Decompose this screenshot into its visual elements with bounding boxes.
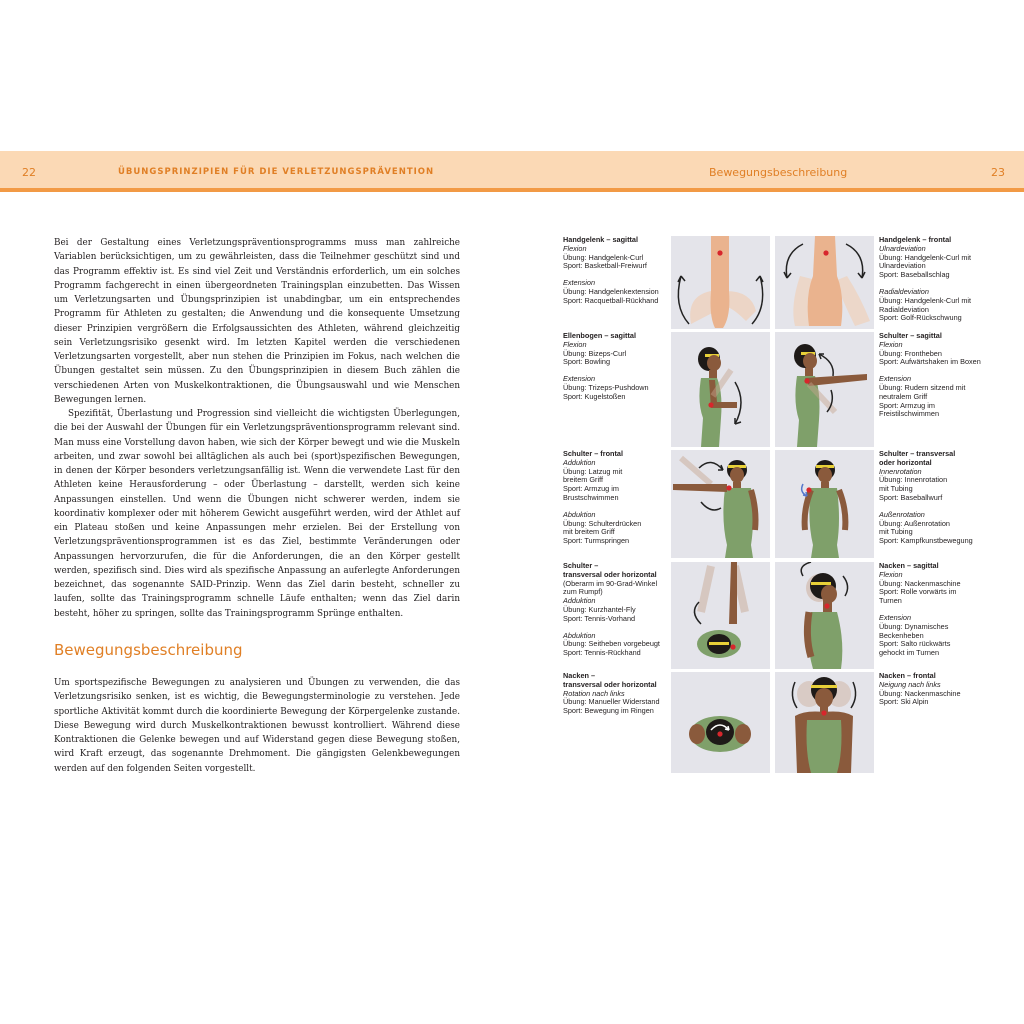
shoulder-transversal-figure: [775, 450, 874, 558]
illustration-neck-frontal: [775, 672, 874, 773]
illustration-hand-frontal: [775, 236, 874, 329]
shoulder-sagittal-figure: [775, 332, 874, 447]
caption-neck-transversal: Nacken – transversal oder horizontal Rotation nach links Übung: Manueller Widerstand Sport: Bewegung im Ringen: [563, 671, 660, 716]
hand-frontal-figure: [775, 236, 874, 329]
caption-neck-sagittal: Nacken – sagittal Flexion Übung: Nackenmaschine Sport: Rolle vorwärts im Turnen Extension Übung: Dynamisches Beckenheben Sport: Salto rückwärts gehockt im Turnen: [879, 561, 961, 658]
section-heading: Bewegungsbeschreibung: [54, 641, 243, 659]
header-rule: [0, 188, 1024, 192]
page-number-left: 22: [22, 166, 36, 179]
hand-sagittal-figure: [671, 236, 770, 329]
caption-shoulder-sagittal: Schulter – sagittal Flexion Übung: Frontheben Sport: Aufwärtshaken im Boxen Extension Übung: Rudern sitzend mit neutralem Griff Sport: Armzug im Freistilschwimmen: [879, 331, 981, 419]
caption-shoulder-horizontal: Schulter – transversal oder horizontal (Oberarm im 90-Grad-Winkel zum Rumpf) Adduktion Übung: Kurzhantel-Fly Sport: Tennis-Vorhand Abduktion Übung: Seitheben vorgebeugt Sport: Tennis-Rückhand: [563, 561, 660, 658]
chapter-title: ÜBUNGSPRINZIPIEN FÜR DIE VERLETZUNGSPRÄVENTION: [118, 167, 435, 177]
caption-shoulder-transversal: Schulter – transversal oder horizontal Innenrotation Übung: Innenrotation mit Tubing Sport: Baseballwurf Außenrotation Übung: Außenrotation mit Tubing Sport: Kampfkunstbewegung: [879, 449, 973, 546]
shoulder-frontal-figure: [671, 450, 770, 558]
caption-elbow-sagittal: Ellenbogen – sagittal Flexion Übung: Bizeps-Curl Sport: Bowling Extension Übung: Trizeps-Pushdown Sport: Kugelstoßen: [563, 331, 649, 401]
neck-sagittal-figure: [775, 562, 874, 669]
caption-shoulder-frontal: Schulter – frontal Adduktion Übung: Latzug mit breitem Griff Sport: Armzug im Brustschwimmen Abduktion Übung: Schulterdrücken mit breitem Griff Sport: Turmspringen: [563, 449, 642, 546]
paragraph-1: Bei der Gestaltung eines Verletzungspräventionsprogramms muss man zahlreiche Variablen berücksichtigen, um zu gewährleisten, dass die Teilnehmer geschützt sind und das Programm effektiv ist. Es sind viel Zeit und Verständnis erforderlich, um ein solches Programm fachgerecht in einen übergeordneten Trainingsplan einzubetten. Das Wissen um Verletzungsarten und Übungsprinzipien ist unabdingbar, um ein entsprechendes Programm für Athleten zu gestalten; die Anwendung und die konsequente Umsetzung dieser Prinzipien vergrößern die Erfolgsaussichten des Athleten, während gleichzeitig sein Verletzungsrisiko gesenkt wird. Im letzten Kapitel werden die verschiedenen Verletzungsarten vorgestellt, aber nun stehen die Prinzipien im Fokus, nach welchen die Übungen gestaltet sein müssen. Zu den Übungsprinzipien in diesem Buch zählen die verschiedenen Arten von Muskelkontraktionen, die Übungsauswahl und wie Menschen Bewegungen lernen.: [54, 238, 460, 405]
intro-text: [54, 236, 460, 621]
running-section-title: Bewegungsbeschreibung: [709, 166, 848, 179]
illustration-neck-transversal: [671, 672, 770, 773]
illustration-hand-sagittal: [671, 236, 770, 329]
neck-frontal-figure: [775, 672, 874, 773]
neck-transversal-figure: [671, 672, 770, 773]
caption-neck-frontal: Nacken – frontal Neigung nach links Übung: Nackenmaschine Sport: Ski Alpin: [879, 671, 961, 707]
page-number-right: 23: [991, 166, 1005, 179]
illustration-elbow-sagittal: [671, 332, 770, 447]
paragraph-2: Spezifität, Überlastung und Progression sind vielleicht die wichtigsten Überlegungen, die bei der Auswahl der Übungen für ein Verletzungspräventionsprogramm relevant sind. Man muss eine Vorstellung davon haben, wie sich der Körper bewegt und wie die Muskeln arbeiten, und zwar sowohl bei alltäglichen als auch bei (sport)spezifischen Bewegungen, in denen der Körper besonders verletzungsanfällig ist. Wenn die verwendete Last für den Athleten keine Herausforderung – oder Überlastung – darstellt, werden sich keine Anpassungen einstellen. Und wenn die Übungen nicht schwerer werden, indem sie koordinativ komplexer oder mit höherem Gewicht ausgeführt werden, wird der Athlet auf ein Plateau stoßen und keine Anpassungen mehr erzielen. Bei der Erstellung von Verletzungspräventionsprogrammen ist es das Ziel, bestimmte Veränderungen oder Anpassungen hervorzurufen, die für die Anforderungen, die an den Körper gestellt werden, spezifisch sind. Dies wird als spezifische Anpassung an auferlegte Anforderungen bezeichnet, das sogenannte SAID-Prinzip. Wenn das Ziel darin besteht, schneller zu laufen, sollte das Trainingsprogramm schnelle Läufe enthalten; wenn das Ziel darin besteht, höher zu springen, sollte das Trainingsprogramm Sprünge enthalten.: [54, 409, 460, 619]
illustration-shoulder-sagittal: [775, 332, 874, 447]
section-text: [54, 676, 460, 776]
illustration-shoulder-horizontal: [671, 562, 770, 669]
illustration-neck-sagittal: [775, 562, 874, 669]
caption-hand-sagittal: Handgelenk – sagittal Flexion Übung: Handgelenk-Curl Sport: Basketball-Freiwurf Extension Übung: Handgelenkextension Sport: Racquetball-Rückhand: [563, 235, 659, 305]
elbow-sagittal-figure: [671, 332, 770, 447]
shoulder-horizontal-figure: [671, 562, 770, 669]
illustration-shoulder-frontal: [671, 450, 770, 558]
paragraph-3: Um sportspezifische Bewegungen zu analysieren und Übungen zu verwenden, die das Verletzungsrisiko senken, ist es wichtig, die Bewegungsterminologie zu verstehen. Jede sportliche Aktivität kommt durch die koordinierte Bewegung der Körpergelenke zustande. Diese Bewegung wird durch Muskelkontraktionen bewusst kontrolliert. Während diese Kontraktionen die Gelenke bewegen und auf Widerstand gegen diese Bewegung stoßen, wird Kraft erzeugt, das sogenannte Drehmoment. Die gängigsten Gelenkbewegungen werden auf den folgenden Seiten vorgestellt.: [54, 678, 460, 774]
caption-hand-frontal: Handgelenk – frontal Ulnardeviation Übung: Handgelenk-Curl mit Ulnardeviation Sport: Baseballschlag Radialdeviation Übung: Handgelenk-Curl mit Radialdeviation Sport: Golf-Rückschwung: [879, 235, 972, 323]
illustration-shoulder-transversal: [775, 450, 874, 558]
